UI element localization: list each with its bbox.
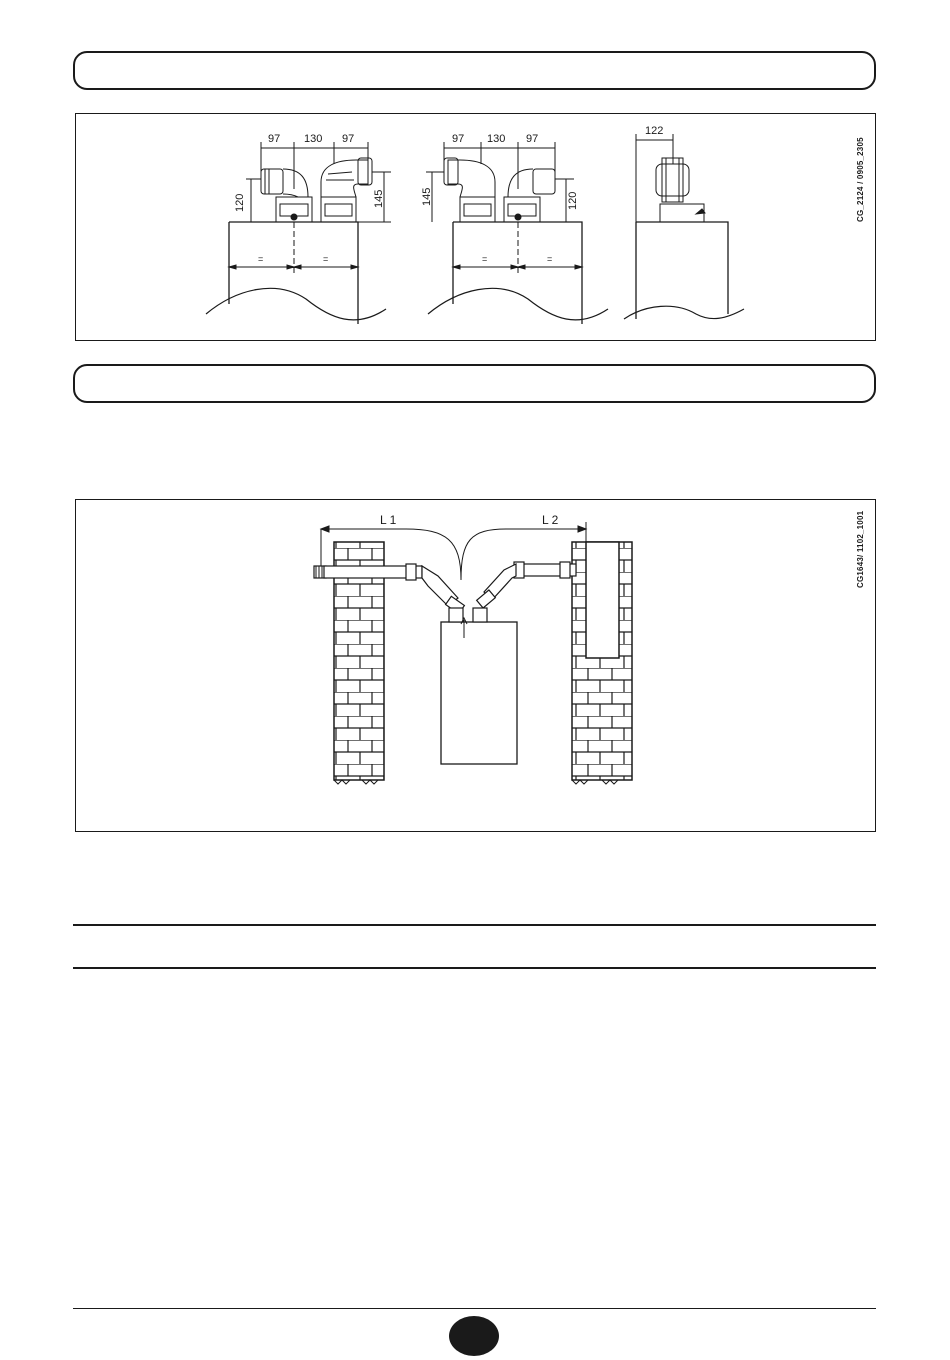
eq-mark: = bbox=[323, 254, 329, 264]
dim-center-130: 130 bbox=[304, 133, 323, 145]
eq-mark: = bbox=[258, 254, 264, 264]
label-l2: L 2 bbox=[542, 513, 559, 527]
footer-rule bbox=[73, 1308, 876, 1309]
figure-2-code: CG1643/ 1102_1001 bbox=[856, 510, 865, 588]
figure-2-frame bbox=[75, 499, 876, 832]
dim-center-130-b: 130 bbox=[487, 133, 506, 145]
dim-120-b: 120 bbox=[567, 191, 579, 210]
dim-145-b: 145 bbox=[421, 187, 433, 206]
section-rule-bottom bbox=[73, 967, 876, 969]
eq-mark: = bbox=[482, 254, 488, 264]
dim-left-97-b: 97 bbox=[452, 133, 465, 145]
figure-2-drawing bbox=[76, 500, 877, 833]
figure-1-code: CG_2124 / 0905_2305 bbox=[856, 137, 865, 222]
eq-mark: = bbox=[547, 254, 553, 264]
page-number-badge bbox=[449, 1316, 499, 1356]
dim-right-97-b: 97 bbox=[526, 133, 539, 145]
section-header-1 bbox=[73, 51, 876, 90]
dim-145-a: 145 bbox=[373, 189, 385, 208]
figure-1-drawing bbox=[76, 114, 877, 342]
section-rule-top bbox=[73, 924, 876, 926]
dim-120-a: 120 bbox=[234, 193, 246, 212]
dim-left-97: 97 bbox=[268, 133, 281, 145]
figure-1-frame bbox=[75, 113, 876, 341]
dim-side-122: 122 bbox=[645, 125, 664, 137]
section-header-2 bbox=[73, 364, 876, 403]
dim-right-97: 97 bbox=[342, 133, 355, 145]
label-l1: L 1 bbox=[380, 513, 397, 527]
